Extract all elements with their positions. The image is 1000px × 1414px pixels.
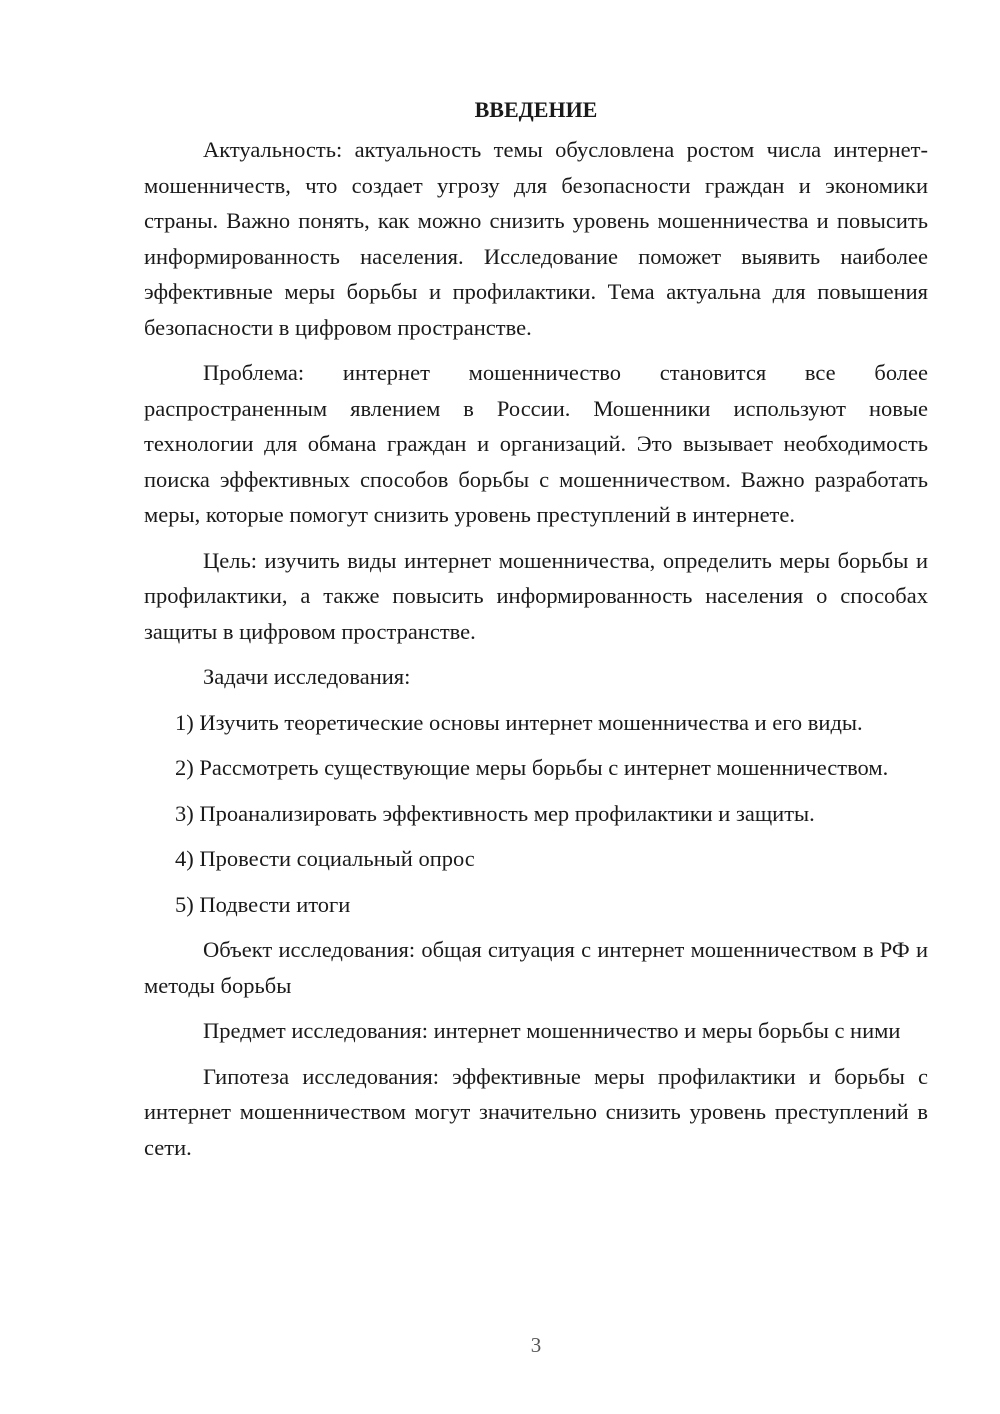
relevance-paragraph: Актуальность: актуальность темы обусловлена ростом числа интернет-мошенничеств, что создает угрозу для безопасности граждан и экономики страны. Важно понять, как можно снизить уровень мошенничества и повысить информированность населения. Исследование поможет выявить наиболее эффективные меры борьбы и профилактики. Тема актуальна для повышения безопасности в цифровом пространстве. [144, 137, 928, 340]
object-paragraph: Объект исследования: общая ситуация с интернет мошенничеством в РФ и методы борьбы [144, 937, 928, 998]
goal-paragraph: Цель: изучить виды интернет мошенничества, определить меры борьбы и профилактики, а также повысить информированность населения о способах защиты в цифровом пространстве. [144, 547, 928, 644]
task-item: 1) Изучить теоретические основы интернет мошенничества и его виды. [175, 709, 863, 735]
document-page [144, 92, 928, 1175]
task-item: 4) Провести социальный опрос [175, 846, 475, 871]
page-number: 3 [530, 1333, 542, 1357]
hypothesis-paragraph: Гипотеза исследования: эффективные меры профилактики и борьбы с интернет мошенничеством могут значительно снизить уровень преступлений в сети. [144, 1063, 928, 1160]
subject-paragraph: Предмет исследования: интернет мошенничество и меры борьбы с ними [203, 1018, 901, 1043]
problem-paragraph: Проблема: интернет мошенничество становится все более распространенным явлением в России. Мошенники используют новые технологии для обмана граждан и организаций. Это вызывает необходимость поиска эффективных способов борьбы с мошенничеством. Важно разработать меры, которые помогут снизить уровень преступлений в интернете. [144, 360, 928, 527]
tasks-title: Задачи исследования: [203, 664, 411, 689]
task-item: 2) Рассмотреть существующие меры борьбы с интернет мошенничеством. [175, 755, 889, 780]
task-item: 5) Подвести итоги [175, 891, 351, 917]
section-heading: ВВЕДЕНИЕ [474, 97, 598, 122]
tasks-list [144, 705, 928, 923]
task-item: 3) Проанализировать эффективность мер профилактики и защиты. [175, 800, 815, 826]
